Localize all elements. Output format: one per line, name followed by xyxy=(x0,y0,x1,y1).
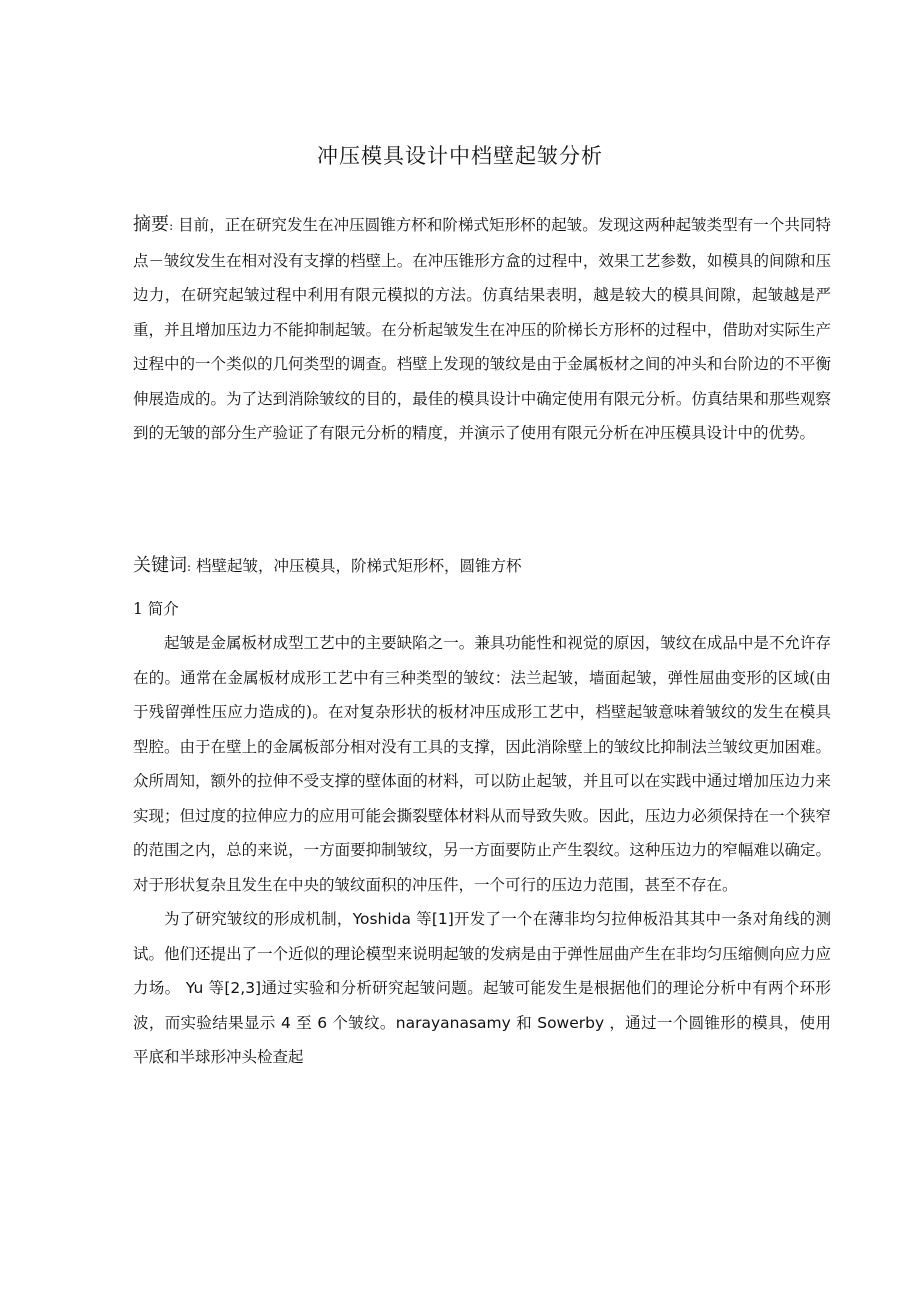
keywords-line xyxy=(133,549,831,585)
document-title: 冲压模具设计中档壁起皱分析 xyxy=(317,144,603,168)
citation-1: [1] xyxy=(431,910,454,928)
p2-text-7: 个皱纹。 xyxy=(327,1013,396,1032)
intro-paragraph-2 xyxy=(133,902,831,1075)
section-heading: 1 简介 xyxy=(133,600,179,618)
author-yoshida: Yoshida xyxy=(352,910,412,928)
abstract-separator: : xyxy=(169,219,174,233)
p2-text-6: 至 xyxy=(290,1013,318,1032)
p2-text-3: 开发了一个在薄非均匀拉伸板沿其其中一条对角线的测试。他们还提出了一个近似的理论模型来说明起皱的发病是由于弹性屈曲产生在非均匀压缩侧向应力应力场。 xyxy=(133,910,831,997)
citation-2-3: [2,3] xyxy=(224,979,262,997)
keywords-label: 关键词 xyxy=(133,555,187,576)
introduction-body xyxy=(133,626,831,1075)
intro-paragraph-1: 起皱是金属板材成型工艺中的主要缺陷之一。兼具功能性和视觉的原因，皱纹在成品中是不允许存在的。通常在金属板材成形工艺中有三种类型的皱纹：法兰起皱，墙面起皱，弹性屈曲变形的区域(由于残留弹性压应力造成的)。在对复杂形状的板材冲压成形工艺中，档壁起皱意味着皱纹的发生在模具型腔。由于在壁上的金属板部分相对没有工具的支撑，因此消除壁上的皱纹比抑制法兰皱纹更加困难。众所周知，额外的拉伸不受支撑的壁体面的材料，可以防止起皱，并且可以在实践中通过增加压边力来实现；但过度的拉伸应力的应用可能会撕裂壁体材料从而导致失败。因此，压边力必须保持在一个狭窄的范围之内，总的来说，一方面要抑制皱纹，另一方面要防止产生裂纹。这种压边力的窄幅难以确定。对于形状复杂且发生在中央的皱纹面积的冲压件，一个可行的压边力范围，甚至不存在。 xyxy=(133,634,831,894)
wrinkle-count-min: 4 xyxy=(280,1013,291,1032)
p2-text-4: 等 xyxy=(203,979,225,997)
author-yu: Yu xyxy=(185,979,204,997)
author-sowerby: Sowerby xyxy=(537,1013,605,1032)
p2-text-8: 和 xyxy=(510,1013,538,1032)
wrinkle-count-max: 6 xyxy=(317,1013,328,1032)
keywords-text: 档壁起皱，冲压模具，阶梯式矩形杯，圆锥方杯 xyxy=(195,557,522,575)
p2-text-2: 等 xyxy=(411,910,432,928)
keywords-separator: : xyxy=(187,560,192,574)
author-narayanasamy: narayanasamy xyxy=(395,1013,511,1032)
p2-text-5: 通过实验和分析研究起皱问题。起皱可能发生是根据他们的理论分析中有两个环形波，而实验结果显示 xyxy=(133,979,831,1032)
abstract-text: 目前，正在研究发生在冲压圆锥方杯和阶梯式矩形杯的起皱。发现这两种起皱类型有一个共同特点－皱纹发生在相对没有支撑的档壁上。在冲压锥形方盒的过程中，效果工艺参数，如模具的间隙和压边力，在研究起皱过程中利用有限元模拟的方法。仿真结果表明，越是较大的模具间隙，起皱越是严重，并且增加压边力不能抑制起皱。在分析起皱发生在冲压的阶梯长方形杯的过程中，借助对实际生产过程中的一个类似的几何类型的调查。档壁上发现的皱纹是由于金属板材之间的冲头和台阶边的不平衡伸展造成的。为了达到消除皱纹的目的，最佳的模具设计中确定使用有限元分析。仿真结果和那些观察到的无皱的部分生产验证了有限元分析的精度，并演示了使用有限元分析在冲压模具设计中的优势。 xyxy=(133,216,831,442)
abstract-label: 摘要 xyxy=(133,214,170,235)
p2-text-9: ，通过一个圆锥形的模具，使用平底和半球形冲头检查起 xyxy=(133,1013,831,1066)
abstract-paragraph xyxy=(133,208,831,451)
p2-text-1: 为了研究皱纹的形成机制， xyxy=(164,910,353,928)
